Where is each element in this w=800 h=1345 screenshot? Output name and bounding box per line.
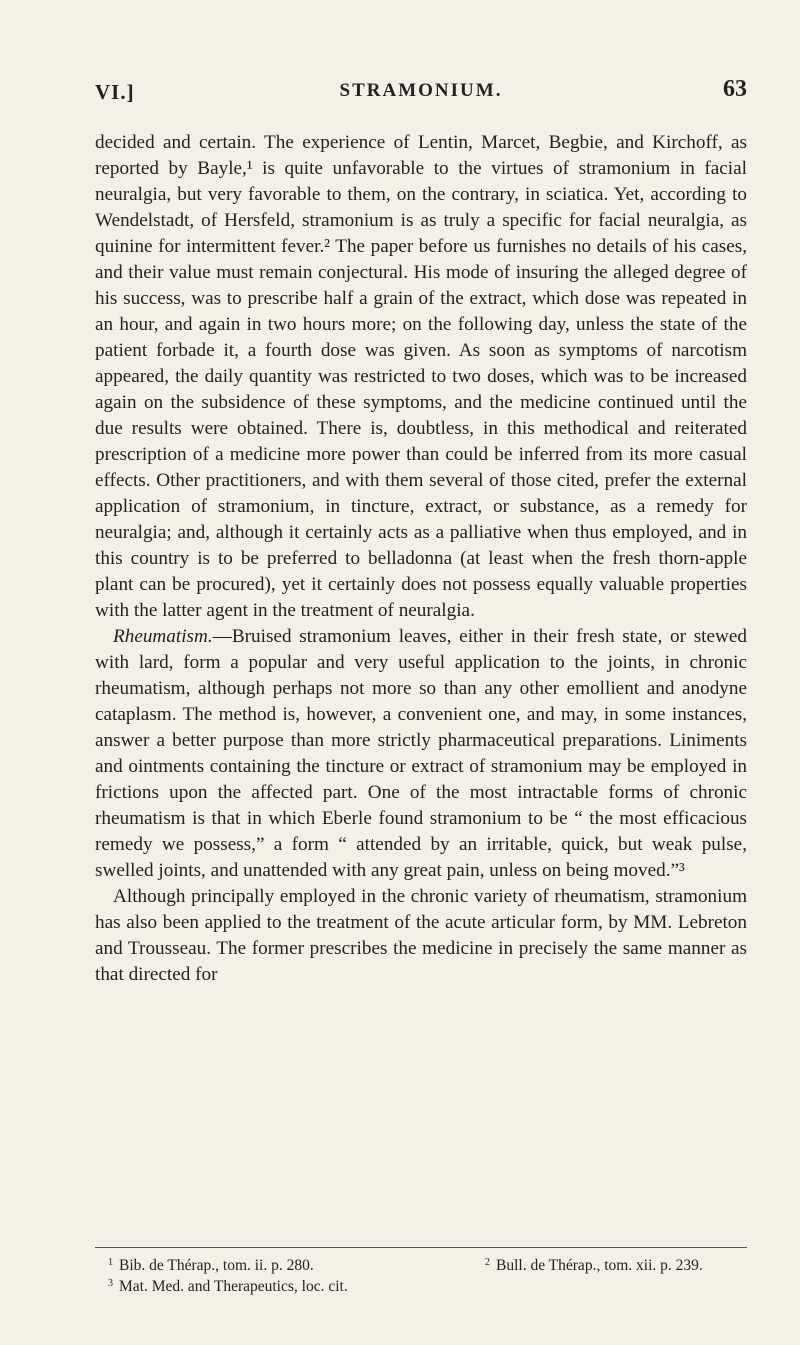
paragraph-text: Although principally employed in the chronic variety of rheumatism, stramonium has also been applied to the treatment of the acute articular form, by MM. Lebreton and Trousseau. The former prescribes the medicine in precisely the same manner as that directed for — [95, 886, 747, 985]
paragraph-text: —Bruised stramonium leaves, either in their fresh state, or stewed with lard, form a popular and very useful application to the joints, in chronic rheumatism, although perhaps not more so than any other emollient and anodyne cataplasm. The method is, however, a convenient one, and may, in some instances, answer a better purpose than more strictly pharmaceutical preparations. Liniments and ointments containing the tincture or extract of stramonium may be employed in frictions upon the affected part. One of the most intractable forms of chronic rheumatism is that in which Eberle found stramonium to be “ the most efficacious remedy we possess,” a form “ attended by an irritable, quick, but weak pulse, swelled joints, and unattended with any great pain, unless on being moved.”³ — [95, 626, 747, 881]
paragraph — [95, 624, 747, 884]
footnote — [108, 1273, 348, 1297]
footnote-text: Mat. Med. and Therapeutics, loc. cit. — [119, 1278, 348, 1295]
body-text — [95, 130, 747, 988]
footnote-mark: 2 — [485, 1257, 490, 1268]
page-number: 63 — [723, 76, 747, 102]
footnote-text: Bull. de Thérap., tom. xii. p. 239. — [496, 1257, 703, 1274]
footnote-divider — [95, 1247, 747, 1248]
footnote-row — [95, 1273, 747, 1294]
section-lead: Rheumatism. — [113, 626, 213, 647]
running-header — [95, 76, 747, 114]
footnote-row — [95, 1252, 747, 1273]
paragraph — [95, 884, 747, 988]
paragraph-text: decided and certain. The experience of Lentin, Marcet, Begbie, and Kirchoff, as reported by Bayle,¹ is quite unfavorable to the virtues of stramonium in facial neuralgia, but very favorable to them, on the contrary, in sciatica. Yet, according to Wendelstadt, of Hersfeld, stramonium is as truly a specific for facial neuralgia, as quinine for intermittent fever.² The paper before us furnishes no details of his cases, and their value must remain conjectural. His mode of insuring the alleged degree of his success, was to prescribe half a grain of the extract, which dose was repeated in an hour, and again in two hours more; on the following day, unless the state of the patient forbade it, a fourth dose was given. As soon as symptoms of narcotism appeared, the daily quantity was restricted to two doses, which was to be increased again on the subsidence of these symptoms, and the medicine continued until the due results were obtained. There is, doubtless, in this methodical and reiterated prescription of a medicine more power than could be inferred from its more casual effects. Other practitioners, and with them several of those cited, prefer the external application of stramonium, in tincture, extract, or substance, as a remedy for neuralgia; and, although it certainly acts as a palliative when thus employed, and in this country is to be preferred to belladonna (at least when the fresh thorn-apple plant can be procured), yet it certainly does not possess equally valuable properties with the latter agent in the treatment of neuralgia. — [95, 132, 747, 621]
running-title: STRAMONIUM. — [339, 80, 503, 101]
footnote-mark: 3 — [108, 1278, 113, 1289]
footnote-mark: 1 — [108, 1257, 113, 1268]
paragraph — [95, 130, 747, 624]
footnote-text: Bib. de Thérap., tom. ii. p. 280. — [119, 1257, 314, 1274]
chapter-number: VI.] — [95, 80, 135, 104]
footnotes — [95, 1252, 747, 1294]
